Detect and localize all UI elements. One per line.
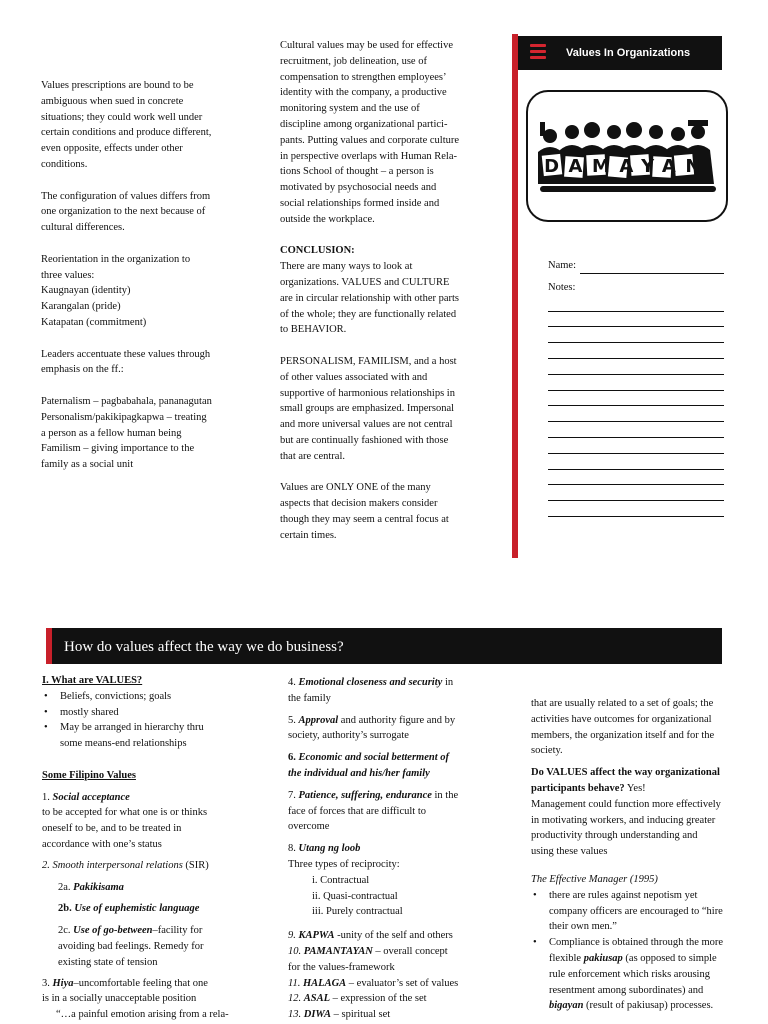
note-line[interactable] (548, 296, 724, 312)
text-part: (result of pakiusap) processes. (583, 1000, 714, 1012)
paragraph-goals (531, 696, 751, 759)
value-13 (288, 1007, 493, 1023)
list-item: iii. Purely contractual (312, 906, 403, 918)
text-line: is in a socially unacceptable position (42, 993, 197, 1005)
value-desc: in (442, 677, 454, 688)
text-line: Kaugnayan (identity) (41, 285, 131, 297)
answer-text: Yes! (624, 782, 646, 794)
value-number: 12. (288, 993, 304, 1005)
notes-label: Notes: (548, 282, 576, 293)
damayan-text: DAMAYAN (544, 156, 710, 177)
list-item (531, 888, 751, 935)
text-line: Cultural values may be used for effective (280, 40, 453, 51)
text-line: Paternalism – pagbabahala, pananagutan (41, 395, 212, 407)
value-title: ASAL (303, 993, 331, 1005)
value-title: Social acceptance (52, 791, 130, 803)
panel-header (518, 36, 722, 70)
note-line[interactable] (548, 327, 724, 343)
name-notes-form (548, 258, 724, 517)
value-number: 5. (288, 714, 299, 726)
question-line: Do VALUES affect the way organizational (531, 767, 720, 779)
value-12 (288, 991, 493, 1007)
value-title: Utang ng loob (298, 843, 361, 855)
text-line: though they may seem a central focus at (280, 513, 449, 525)
text-line: Familism – giving importance to the (41, 443, 195, 455)
text-line: organizations. VALUES and CULTURE (280, 276, 450, 288)
col2-bottom (288, 675, 493, 1023)
text-line: compensation to strengthen employees’ (280, 71, 447, 83)
note-line[interactable] (548, 375, 724, 391)
text-line: of other values associated with and (280, 371, 428, 383)
text-line: rule enforcement which risks arousing (549, 968, 710, 980)
note-line[interactable] (548, 470, 724, 486)
value-number: 3. (42, 977, 53, 989)
value-desc: – expression of the set (330, 993, 427, 1005)
value-number: 9. (288, 930, 299, 942)
value-title: Emotional closeness and security (298, 677, 443, 688)
text-line: Reorientation in the organization to (41, 253, 191, 265)
question-text: participants behave? (531, 782, 625, 794)
col1-top (41, 78, 246, 473)
text-part: flexible (549, 952, 584, 964)
value-title: Patience, suffering, endurance (298, 789, 432, 801)
paragraph-personalism (280, 354, 495, 465)
quote-line: “…a painful emotion arising from a rela- (56, 1009, 229, 1021)
text-line: cultural differences. (41, 222, 125, 234)
name-label: Name: (548, 260, 576, 272)
value-title: DIWA (303, 1009, 331, 1021)
text-line: company officers are encouraged to “hire (549, 905, 723, 917)
value-11 (288, 976, 493, 992)
list-item: i. Contractual (312, 874, 370, 886)
text-line: society, authority’s surrogate (288, 730, 409, 742)
text-line: Karangalan (pride) (41, 301, 121, 313)
text-line: monitoring system and the use of (280, 103, 420, 115)
text-line: face of forces that are difficult to (288, 805, 426, 817)
paragraph-values-prescriptions (41, 78, 246, 173)
value-number: 11. (288, 977, 303, 989)
value-number: 7. (288, 789, 299, 801)
text-line: resentment among subordinates) and (549, 984, 704, 996)
paragraph-reorientation (41, 252, 246, 331)
list-item: • mostly shared (42, 705, 252, 721)
text-line: identity with the company, a productive (280, 87, 447, 99)
text-line: to be accepted for what one is or thinks (42, 807, 208, 819)
text-line: of the whole; they are functionally related (280, 308, 457, 320)
col2-top (280, 38, 495, 544)
text-line: one organization to the next because of (41, 206, 206, 218)
list-item: • May be arranged in hierarchy thru some means-end relationships (42, 720, 252, 752)
text-line: productivity through understanding and (531, 830, 698, 842)
text-line: existing state of tension (58, 956, 158, 968)
text-line: small groups are emphasized. Impersonal (280, 403, 455, 415)
value-title: Pakikisama (73, 881, 124, 893)
text-line: recruitment, job delineation, use of (280, 55, 427, 67)
value-10 (288, 944, 493, 960)
text-line: Values prescriptions are bound to be (41, 80, 194, 91)
value-abbr: (SIR) (182, 859, 209, 871)
text-line: that are usually related to a set of goals; the (531, 698, 714, 709)
question-line-2 (531, 781, 751, 797)
text-line: supportive of harmonious relationships in (280, 387, 455, 399)
value-desc: – spiritual set (330, 1009, 391, 1021)
value-number: 10. (288, 945, 304, 957)
emphasis-word: pakiusap (583, 952, 623, 964)
text-line: outside the workplace. (280, 213, 375, 225)
col3-bottom (531, 696, 751, 1014)
text-line: using these values (531, 846, 608, 858)
value-title: PAMANTAYAN (303, 945, 373, 957)
note-line[interactable] (548, 438, 724, 454)
value-4 (288, 675, 493, 691)
damayan-illustration (528, 92, 726, 220)
text-line: the family (288, 692, 331, 704)
list-item: • Beliefs, convictions; goals (42, 689, 252, 705)
text-line: tions School of thought – a person is (280, 166, 434, 178)
text-line: motivated by psychosocial needs and (280, 182, 437, 194)
text-line: to BEHAVIOR. (280, 324, 347, 336)
text-line: three values: (41, 269, 95, 281)
values-definition-list (42, 689, 252, 752)
value-title: Economic and social betterment of (298, 752, 449, 764)
source-citation: The Effective Manager (1995) (531, 873, 658, 885)
text-part: (as opposed to simple (622, 952, 717, 964)
filipino-values-heading: Some Filipino Values (42, 769, 136, 781)
value-2a (42, 880, 252, 896)
text-line: emphasis on the ff.: (41, 364, 124, 376)
what-are-values-heading: I. What are VALUES? (42, 675, 143, 686)
text-line: are in circular relationship with other parts (280, 292, 460, 304)
note-line[interactable] (548, 343, 724, 359)
text-line: but are continually fashioned with those (280, 434, 449, 446)
value-title: 2. Smooth interpersonal relations (42, 859, 183, 871)
value-number: 13. (288, 1009, 304, 1021)
paragraph-leaders (41, 347, 246, 379)
text-line: certain times. (280, 529, 337, 541)
paragraph-configuration (41, 189, 246, 236)
emphasis-word: bigayan (549, 1000, 584, 1012)
section-banner (52, 628, 722, 664)
paragraph-paternalism (41, 394, 246, 473)
paragraph-cultural-values (280, 38, 495, 228)
value-3 (42, 976, 252, 992)
text-line: Katapatan (commitment) (41, 316, 147, 328)
text-line: in motivating workers, and inducing greater (531, 814, 716, 826)
note-line[interactable] (548, 391, 724, 407)
note-line[interactable] (548, 312, 724, 328)
value-6 (288, 750, 493, 766)
name-field[interactable] (548, 258, 724, 274)
text-line: members, the organization itself and for the (531, 729, 715, 741)
note-line[interactable] (548, 422, 724, 438)
value-number: 2b. (58, 903, 75, 915)
text-line: for the values-framework (288, 961, 395, 973)
text-line: oneself to be, and to be treated in (42, 823, 182, 835)
manager-points-list (531, 888, 751, 1014)
value-desc: -unity of the self and others (334, 930, 453, 942)
value-number: 8. (288, 843, 299, 855)
value-2b (42, 901, 252, 917)
text-line: overcome (288, 821, 330, 833)
text-line: that are central. (280, 450, 345, 462)
name-line[interactable] (580, 263, 724, 274)
value-number: 6. (288, 752, 299, 764)
text-line: The configuration of values differs from (41, 190, 211, 202)
text-line: Three types of reciprocity: (288, 858, 400, 870)
value-desc: in the (431, 789, 459, 801)
banner-title: How do values affect the way we do business? (64, 639, 344, 655)
reciprocity-list (288, 873, 493, 920)
text-line: activities have outcomes for organizational (531, 713, 712, 725)
list-item: ii. Quasi-contractual (312, 890, 398, 902)
panel-accent-bar (512, 34, 518, 558)
value-desc: – evaluator’s set of values (346, 977, 459, 989)
text-line: there are rules against nepotism yet (549, 889, 698, 901)
value-title: Use of go-between (73, 925, 153, 937)
paragraph-only-one (280, 480, 495, 543)
text-line: PERSONALISM, FAMILISM, and a host (280, 355, 457, 367)
value-title: KAPWA (298, 930, 335, 942)
col1-bottom (42, 673, 252, 1023)
text-line: society. (531, 745, 563, 757)
panel-title: Values In Organizations (566, 47, 691, 59)
notes-lines[interactable] (548, 296, 724, 517)
text-line: aspects that decision makers consider (280, 498, 438, 510)
value-number: 2a. (58, 881, 74, 893)
value-desc: – overall concept (372, 945, 448, 957)
text-line: certain conditions and produce different, (41, 127, 212, 139)
value-1-title (42, 790, 252, 806)
note-line[interactable] (548, 359, 724, 375)
text-line: ambiguous when sued in concrete (41, 95, 184, 107)
text-line: a person as a fellow human being (41, 427, 182, 439)
conclusion-heading: CONCLUSION: (280, 245, 355, 257)
text-line: avoiding bad feelings. Remedy for (58, 940, 204, 952)
damayan-logo (526, 90, 728, 222)
value-number: 2c. (58, 925, 74, 937)
text-line: in perspective overlaps with Human Rela- (280, 150, 457, 162)
menu-icon (530, 44, 546, 62)
text-line: the individual and his/her family (288, 767, 430, 779)
paragraph-conclusion (280, 259, 495, 338)
value-title: Approval (298, 714, 339, 726)
paragraph-management (531, 797, 751, 860)
text-line: Personalism/pakikipagkapwa – treating (41, 411, 207, 423)
value-2-title (42, 858, 252, 874)
text-line: even opposite, effects under other (41, 143, 183, 155)
note-line[interactable] (548, 501, 724, 517)
value-desc: –uncomfortable feeling that one (73, 977, 208, 989)
text-line: Leaders accentuate these values through (41, 348, 211, 360)
value-number: 1. (42, 791, 53, 803)
text-line: family as a social unit (41, 459, 134, 471)
value-5 (288, 713, 493, 729)
text-line: accordance with one’s status (42, 838, 162, 850)
text-line: discipline among organizational partici- (280, 118, 448, 130)
value-8 (288, 841, 493, 857)
text-line: social relationships formed inside and (280, 197, 440, 209)
value-desc: –facility for (152, 925, 203, 937)
list-item-cont: some means-end relationships (60, 738, 187, 750)
value-number: 4. (288, 677, 299, 688)
text-line: pants. Putting values and corporate culture (280, 134, 460, 146)
note-line[interactable] (548, 406, 724, 422)
list-item (531, 935, 751, 1014)
text-line: Management could function more effectively (531, 798, 721, 810)
note-line[interactable] (548, 454, 724, 470)
value-7 (288, 788, 493, 804)
text-line: There are many ways to look at (280, 261, 413, 273)
value-title: HALAGA (302, 977, 347, 989)
text-line: Values are ONLY ONE of the many (280, 482, 431, 494)
value-title: Use of euphemistic language (74, 903, 200, 915)
value-title: Hiya (52, 977, 74, 989)
text-line: their own men.” (549, 921, 617, 933)
text-line: Compliance is obtained through the more (549, 937, 724, 949)
note-line[interactable] (548, 485, 724, 501)
value-9 (288, 928, 493, 944)
value-desc: and authority figure and by (338, 714, 456, 726)
text-line: situations; they could work well under (41, 111, 203, 123)
value-2c (42, 923, 252, 939)
text-line: conditions. (41, 158, 88, 170)
text-line: and more universal values are not central (280, 419, 453, 431)
